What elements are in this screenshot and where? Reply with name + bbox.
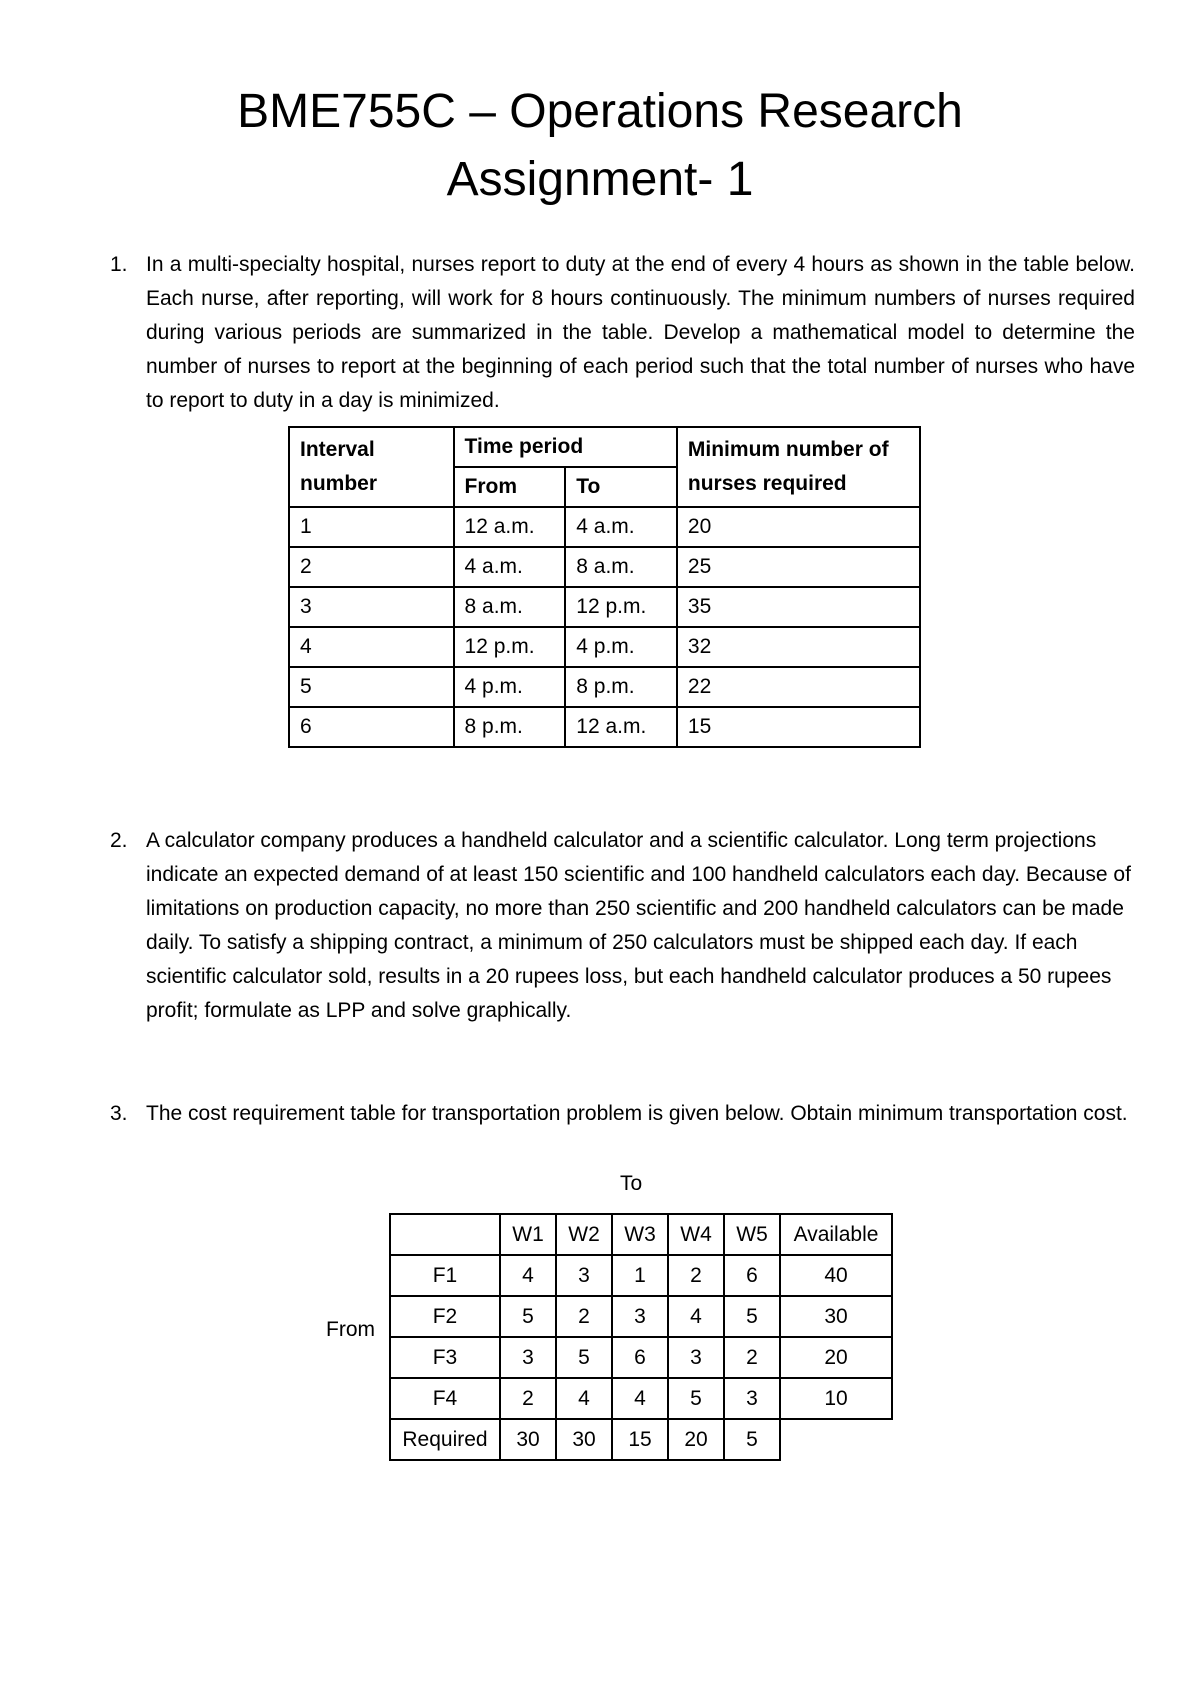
course-title: BME755C – Operations Research	[237, 85, 963, 138]
question-number: 1.	[110, 253, 128, 276]
table-row	[289, 507, 920, 547]
cost-cell: 3	[724, 1378, 780, 1419]
table-row	[289, 627, 920, 667]
cost-cell: 6	[724, 1255, 780, 1296]
cost-cell: 5	[668, 1378, 724, 1419]
transportation-cost-table	[389, 1213, 893, 1461]
interval-cell: 6	[289, 707, 454, 747]
question-text: A calculator company produces a handheld calculator and a scientific calculator. Long term projections indicate an expected demand of at least 150 scientific and 100 handheld calculators each day. Because of limitations on production capacity, no more than 250 scientific and 200 handheld calculators can be made daily. To satisfy a shipping contract, a minimum of 250 calculators must be shipped each day. If each scientific calculator sold, results in a 20 rupees loss, but each handheld calculator produces a 50 rupees profit; formulate as LPP and solve graphically.	[146, 829, 1131, 1022]
interval-cell: 4	[289, 627, 454, 667]
required-cell: 20	[668, 1419, 724, 1460]
cost-cell: 3	[612, 1296, 668, 1337]
nurse-requirement-table	[288, 426, 921, 748]
from-cell: 4 a.m.	[454, 547, 566, 587]
cost-cell: 5	[724, 1296, 780, 1337]
cost-cell: 6	[612, 1337, 668, 1378]
table-row	[289, 667, 920, 707]
column-header: Available	[780, 1214, 892, 1255]
empty-cell	[780, 1419, 892, 1460]
cost-cell: 5	[556, 1337, 612, 1378]
min-cell: 22	[677, 667, 920, 707]
question-3	[110, 1097, 1135, 1131]
column-header: W4	[668, 1214, 724, 1255]
assignment-title: Assignment- 1	[446, 153, 754, 206]
table-row	[289, 547, 920, 587]
min-cell: 35	[677, 587, 920, 627]
required-cell: 15	[612, 1419, 668, 1460]
from-cell: 4 p.m.	[454, 667, 566, 707]
min-cell: 15	[677, 707, 920, 747]
question-text: The cost requirement table for transportation problem is given below. Obtain minimum transportation cost.	[146, 1102, 1128, 1125]
cost-cell: 4	[612, 1378, 668, 1419]
required-cell: 30	[556, 1419, 612, 1460]
required-cell: 30	[500, 1419, 556, 1460]
cost-cell: 2	[556, 1296, 612, 1337]
table-row	[390, 1255, 892, 1296]
to-cell: 8 p.m.	[565, 667, 677, 707]
min-cell: 25	[677, 547, 920, 587]
to-cell: 4 a.m.	[565, 507, 677, 547]
from-cell: 8 p.m.	[454, 707, 566, 747]
cost-cell: 2	[724, 1337, 780, 1378]
table-row	[289, 707, 920, 747]
column-header: W5	[724, 1214, 780, 1255]
available-cell: 40	[780, 1255, 892, 1296]
from-cell: 12 a.m.	[454, 507, 566, 547]
cost-cell: 3	[500, 1337, 556, 1378]
cost-cell: 5	[500, 1296, 556, 1337]
table-row	[390, 1337, 892, 1378]
required-row	[390, 1419, 892, 1460]
question-number: 3.	[110, 1102, 128, 1125]
interval-cell: 1	[289, 507, 454, 547]
available-cell: 30	[780, 1296, 892, 1337]
row-label: F2	[390, 1296, 500, 1337]
question-text: In a multi-specialty hospital, nurses report to duty at the end of every 4 hours as shown in the table below. Each nurse, after reporting, will work for 8 hours continuously. The minimum numbers of nurses required during various periods are summarized in the table. Develop a mathematical model to determine the number of nurses to report at the beginning of each period such that the total number of nurses who have to report to duty in a day is minimized.	[146, 253, 1135, 412]
question-number: 2.	[110, 829, 128, 852]
available-cell: 20	[780, 1337, 892, 1378]
to-cell: 4 p.m.	[565, 627, 677, 667]
interval-cell: 3	[289, 587, 454, 627]
available-cell: 10	[780, 1378, 892, 1419]
cost-cell: 4	[556, 1378, 612, 1419]
interval-cell: 5	[289, 667, 454, 707]
column-header: W2	[556, 1214, 612, 1255]
question-1	[110, 248, 1135, 418]
interval-cell: 2	[289, 547, 454, 587]
header-interval-number: Interval number	[289, 427, 454, 507]
row-label: F1	[390, 1255, 500, 1296]
to-label: To	[620, 1172, 643, 1195]
cost-cell: 1	[612, 1255, 668, 1296]
cost-cell: 3	[556, 1255, 612, 1296]
to-cell: 8 a.m.	[565, 547, 677, 587]
column-header: W3	[612, 1214, 668, 1255]
header-from: From	[454, 467, 566, 507]
header-to: To	[565, 467, 677, 507]
header-minimum-nurses: Minimum number of nurses required	[677, 427, 920, 507]
cost-cell: 2	[668, 1255, 724, 1296]
row-label: F4	[390, 1378, 500, 1419]
table-header-row	[390, 1214, 892, 1255]
required-cell: 5	[724, 1419, 780, 1460]
question-2	[110, 824, 1135, 1028]
table-row	[390, 1296, 892, 1337]
to-cell: 12 p.m.	[565, 587, 677, 627]
from-cell: 12 p.m.	[454, 627, 566, 667]
min-cell: 32	[677, 627, 920, 667]
min-cell: 20	[677, 507, 920, 547]
table-row	[390, 1378, 892, 1419]
table-row	[289, 587, 920, 627]
row-label: F3	[390, 1337, 500, 1378]
to-cell: 12 a.m.	[565, 707, 677, 747]
cost-cell: 4	[668, 1296, 724, 1337]
cost-cell: 2	[500, 1378, 556, 1419]
corner-cell	[390, 1214, 500, 1255]
row-label: Required	[390, 1419, 500, 1460]
column-header: W1	[500, 1214, 556, 1255]
cost-cell: 4	[500, 1255, 556, 1296]
header-time-period: Time period	[454, 427, 677, 467]
cost-cell: 3	[668, 1337, 724, 1378]
from-cell: 8 a.m.	[454, 587, 566, 627]
from-label: From	[326, 1318, 375, 1341]
